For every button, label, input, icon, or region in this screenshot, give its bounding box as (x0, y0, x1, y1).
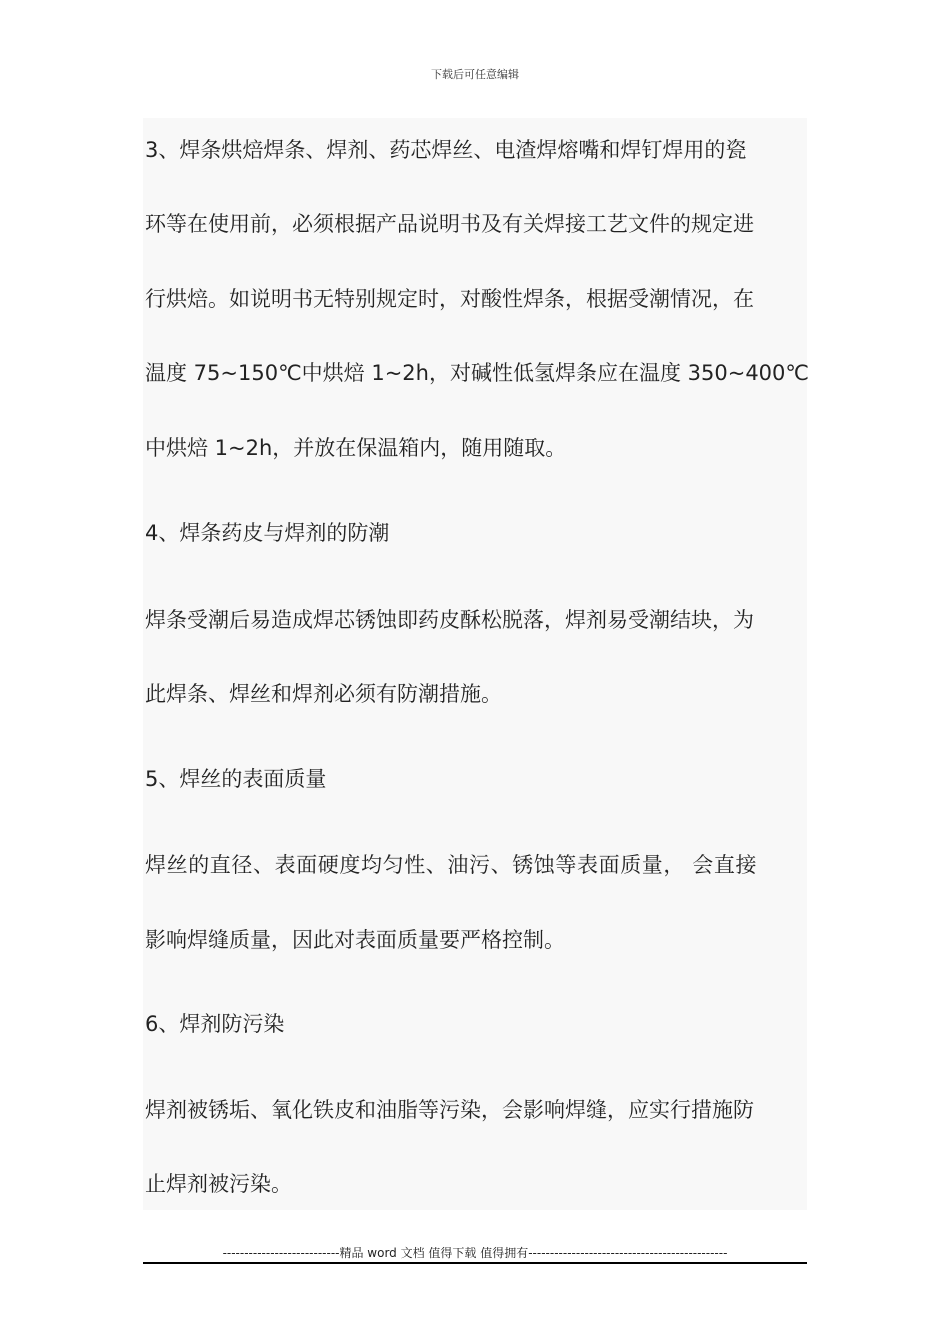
paragraph-line: 焊丝的直径、表面硬度均匀性、油污、锈蚀等表面质量， 会直接 (145, 853, 758, 877)
section-heading: 6、焊剂防污染 (145, 1012, 285, 1036)
paragraph-line: 温度 75~150℃中烘焙 1~2h，对碱性低氢焊条应在温度 350~400℃ (145, 361, 809, 385)
paragraph-line: 中烘焙 1~2h，并放在保温箱内，随用随取。 (145, 436, 567, 460)
paragraph-line: 行烘焙。如说明书无特别规定时，对酸性焊条，根据受潮情况，在 (145, 287, 754, 311)
paragraph-line: 3、焊条烘焙焊条、焊剂、药芯焊丝、电渣焊熔嘴和焊钉焊用的瓷 (145, 138, 747, 162)
paragraph-line: 焊剂被锈垢、氧化铁皮和油脂等污染，会影响焊缝，应实行措施防 (145, 1098, 754, 1122)
paragraph-line: 止焊剂被污染。 (145, 1172, 292, 1196)
section-heading: 4、焊条药皮与焊剂的防潮 (145, 521, 390, 545)
document-body (143, 118, 807, 1210)
paragraph-line: 影响焊缝质量，因此对表面质量要严格控制。 (145, 928, 565, 952)
footer-rule (143, 1262, 807, 1264)
paragraph-line: 环等在使用前，必须根据产品说明书及有关焊接工艺文件的规定进 (145, 212, 754, 236)
header-note: 下载后可任意编辑 (431, 68, 519, 81)
footer-text: ---------------------------精品 word 文档 值得下载 值得拥有---------------------------------------------- (222, 1246, 728, 1260)
paragraph-line: 此焊条、焊丝和焊剂必须有防潮措施。 (145, 682, 502, 706)
section-heading: 5、焊丝的表面质量 (145, 767, 327, 791)
paragraph-line: 焊条受潮后易造成焊芯锈蚀即药皮酥松脱落，焊剂易受潮结块，为 (145, 608, 754, 632)
